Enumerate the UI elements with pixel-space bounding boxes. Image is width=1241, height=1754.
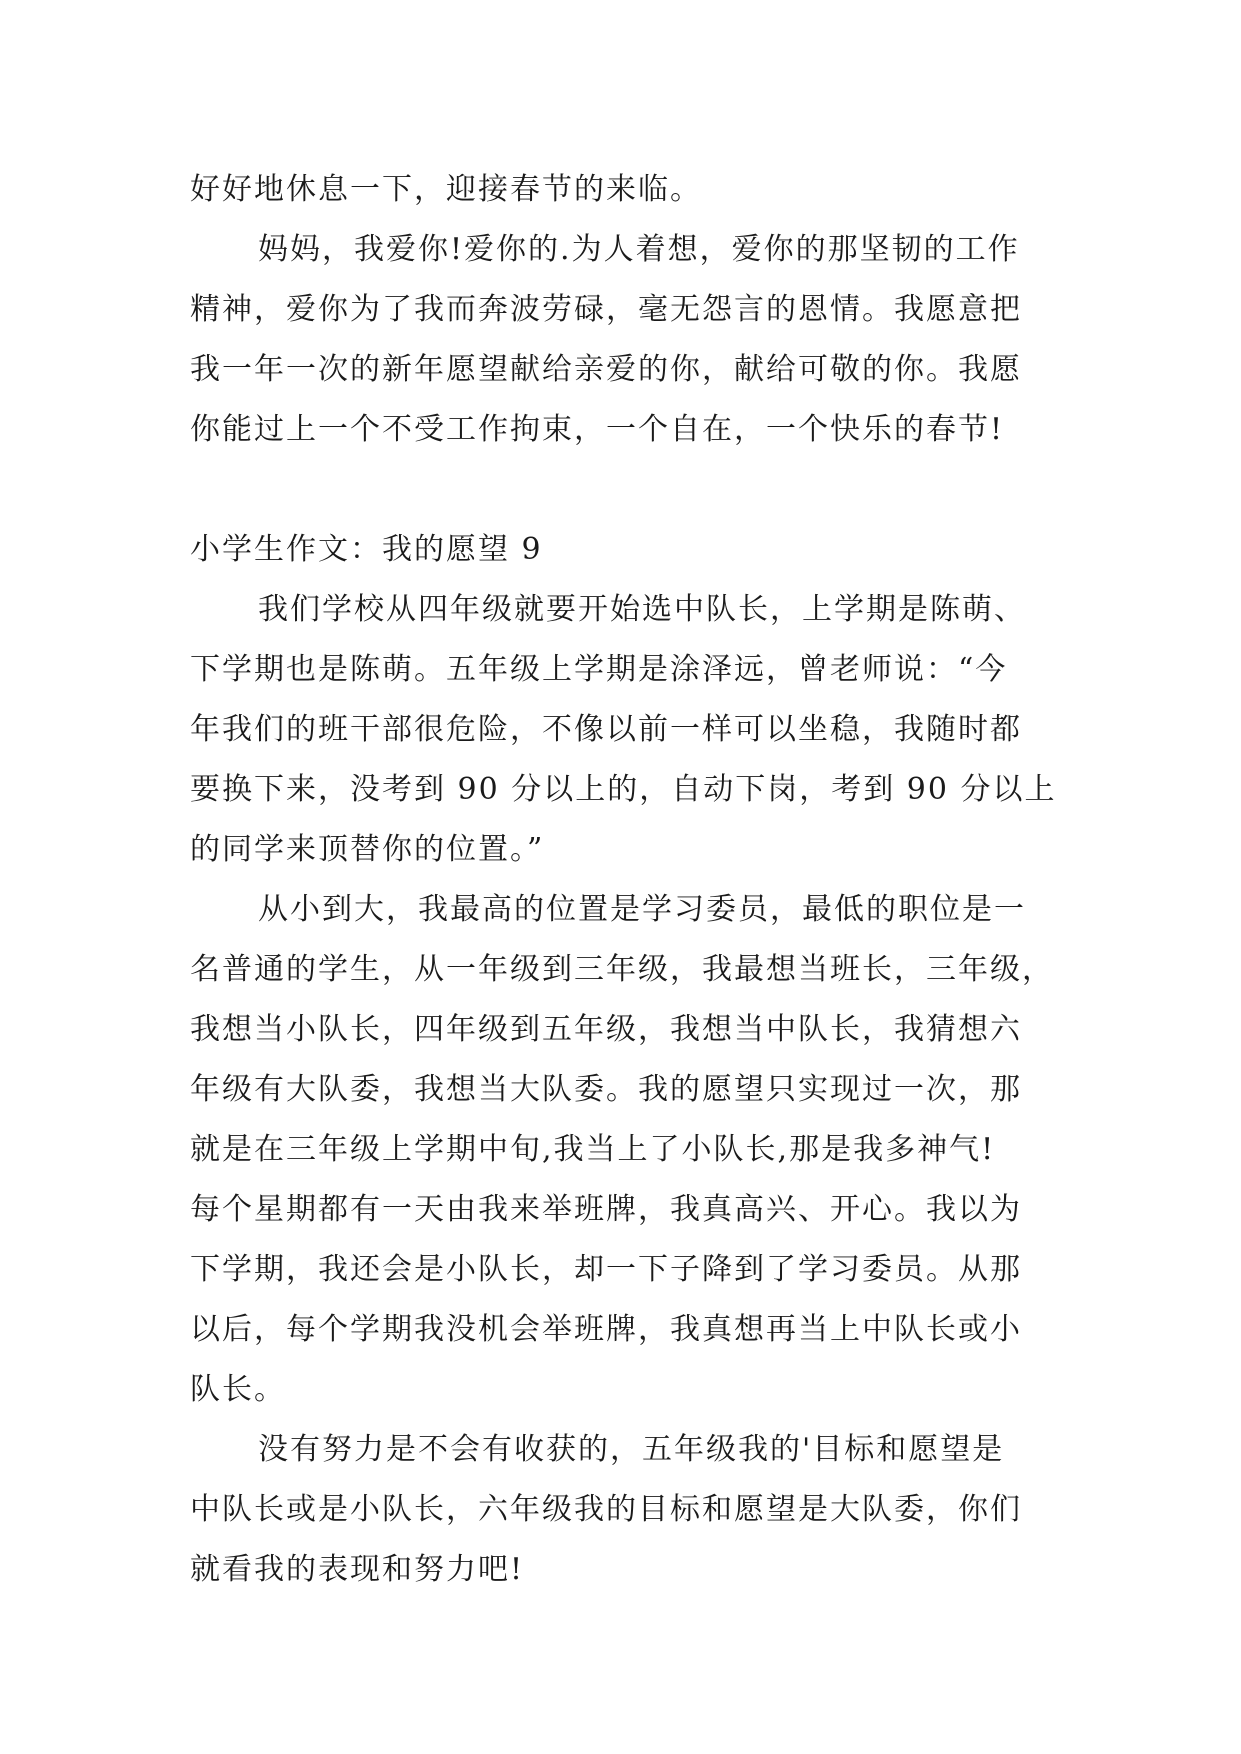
essay-title: 小学生作文：我的愿望 9 bbox=[190, 532, 543, 567]
text-line: 妈妈，我爱你!爱你的.为人着想，爱你的那坚韧的工作 bbox=[258, 232, 1020, 267]
text-line: 我一年一次的新年愿望献给亲爱的你，献给可敬的你。我愿 bbox=[190, 352, 1022, 387]
text-line: 要换下来，没考到 90 分以上的，自动下岗，考到 90 分以上 bbox=[190, 772, 1057, 807]
text-line: 我想当小队长，四年级到五年级，我想当中队长，我猜想六 bbox=[190, 1012, 1022, 1047]
document-body bbox=[190, 160, 1070, 1600]
text-line: 年我们的班干部很危险，不像以前一样可以坐稳，我随时都 bbox=[190, 712, 1022, 747]
text-line: 就看我的表现和努力吧! bbox=[190, 1552, 525, 1587]
intro-paragraphs bbox=[190, 160, 1070, 460]
text-line: 没有努力是不会有收获的，五年级我的'目标和愿望是 bbox=[258, 1432, 1005, 1467]
text-line: 我们学校从四年级就要开始选中队长，上学期是陈萌、 bbox=[258, 592, 1026, 627]
paragraph-2 bbox=[190, 880, 1070, 1420]
text-line: 每个星期都有一天由我来举班牌，我真高兴、开心。我以为 bbox=[190, 1192, 1022, 1227]
text-line: 从小到大，我最高的位置是学习委员，最低的职位是一 bbox=[258, 892, 1026, 927]
paragraph-1 bbox=[190, 580, 1070, 880]
text-line: 好好地休息一下，迎接春节的来临。 bbox=[190, 172, 702, 207]
text-line: 你能过上一个不受工作拘束，一个自在，一个快乐的春节! bbox=[190, 412, 1005, 447]
text-line: 队长。 bbox=[190, 1372, 286, 1407]
text-line: 名普通的学生，从一年级到三年级，我最想当班长，三年级， bbox=[190, 952, 1054, 987]
text-line: 就是在三年级上学期中旬,我当上了小队长,那是我多神气! bbox=[190, 1132, 996, 1167]
text-line: 年级有大队委，我想当大队委。我的愿望只实现过一次，那 bbox=[190, 1072, 1022, 1107]
text-line: 下学期也是陈萌。五年级上学期是涂泽远，曾老师说：“今 bbox=[190, 652, 1008, 687]
section-gap bbox=[190, 460, 1070, 520]
paragraph-3 bbox=[190, 1420, 1070, 1600]
text-line: 以后，每个学期我没机会举班牌，我真想再当上中队长或小 bbox=[190, 1312, 1022, 1347]
text-line: 下学期，我还会是小队长，却一下子降到了学习委员。从那 bbox=[190, 1252, 1022, 1287]
text-line: 中队长或是小队长，六年级我的目标和愿望是大队委，你们 bbox=[190, 1492, 1022, 1527]
text-line: 精神，爱你为了我而奔波劳碌，毫无怨言的恩情。我愿意把 bbox=[190, 292, 1022, 327]
text-line: 的同学来顶替你的位置。” bbox=[190, 832, 545, 867]
